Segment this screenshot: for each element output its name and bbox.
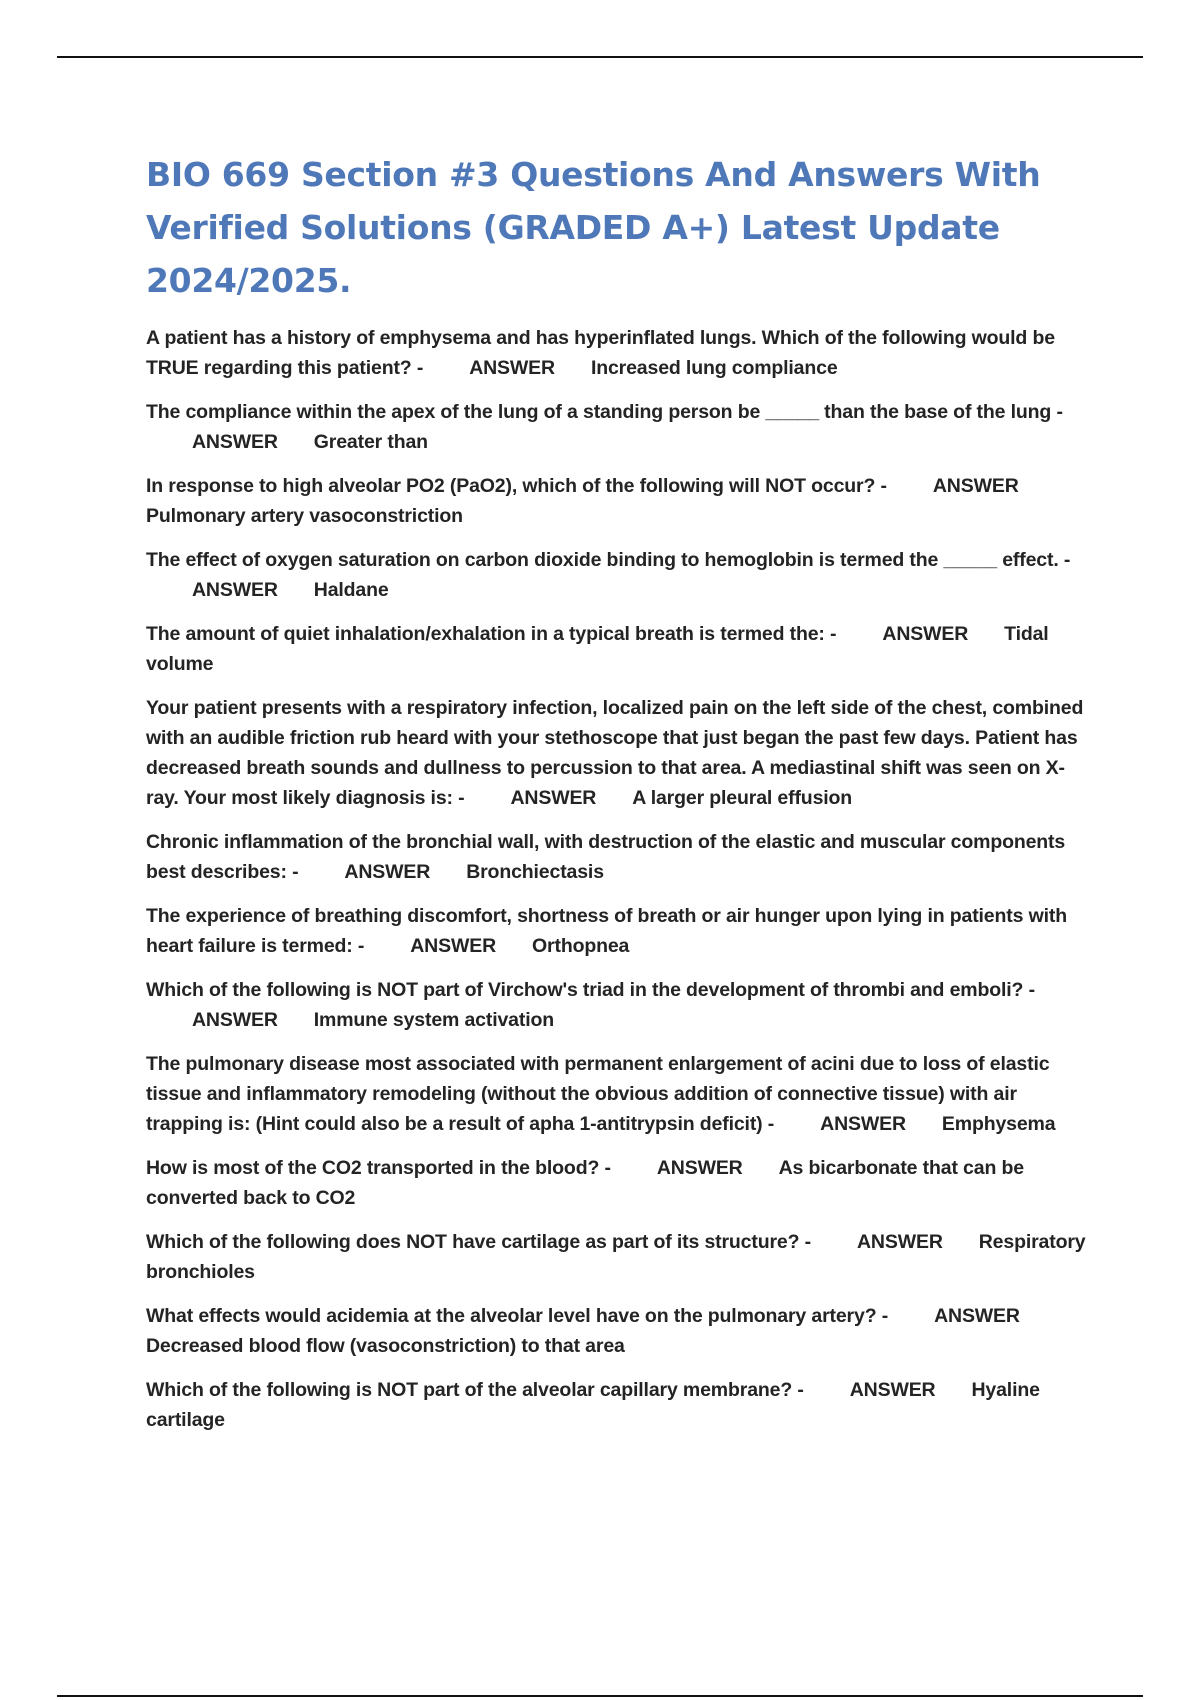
qa-item	[146, 1301, 1096, 1361]
question-text: The pulmonary disease most associated with permanent enlargement of acini due to loss of elastic tissue and inflammatory remodeling (without the obvious addition of connective tissue) with air trapping is: (Hint could also be a result of apha 1-antitrypsin deficit) -	[146, 1053, 1050, 1135]
answer-text: Orthopnea	[532, 935, 630, 957]
question-text: The experience of breathing discomfort, shortness of breath or air hunger upon lying in patients with heart failure is termed: -	[146, 905, 1067, 957]
answer-label: ANSWER	[344, 861, 431, 883]
answer-text: Tidal volume	[146, 623, 1049, 675]
qa-item	[146, 397, 1096, 457]
qa-item	[146, 1049, 1096, 1139]
answer-text: Hyaline cartilage	[146, 1379, 1040, 1431]
qa-list	[146, 323, 1096, 1435]
qa-item	[146, 693, 1096, 813]
question-text: Which of the following is NOT part of Virchow's triad in the development of thrombi and emboli? -	[146, 979, 1035, 1001]
answer-label: ANSWER	[656, 1157, 743, 1179]
question-text: Which of the following does NOT have cartilage as part of its structure? -	[146, 1231, 811, 1253]
answer-label: ANSWER	[410, 935, 497, 957]
qa-item	[146, 1227, 1096, 1287]
qa-item	[146, 975, 1096, 1035]
question-text: Chronic inflammation of the bronchial wall, with destruction of the elastic and muscular components best describes: -	[146, 831, 1066, 883]
answer-text: Haldane	[313, 579, 389, 601]
qa-item	[146, 323, 1096, 383]
answer-text: Bronchiectasis	[466, 861, 604, 883]
answer-label: ANSWER	[849, 1379, 936, 1401]
answer-label: ANSWER	[192, 579, 278, 601]
answer-label: ANSWER	[882, 623, 969, 645]
answer-text: As bicarbonate that can be converted back to CO2	[146, 1157, 1024, 1209]
answer-label: ANSWER	[469, 357, 555, 379]
document-body	[146, 148, 1096, 1449]
answer-label: ANSWER	[820, 1113, 906, 1135]
top-rule	[57, 56, 1143, 58]
answer-text: Respiratory bronchioles	[146, 1231, 1086, 1283]
question-text: In response to high alveolar PO2 (PaO2), which of the following will NOT occur? -	[146, 475, 887, 497]
answer-text: Greater than	[313, 431, 428, 453]
question-text: Your patient presents with a respiratory infection, localized pain on the left side of the chest, combined with an audible friction rub heard with your stethoscope that just began the past few days. Patient has decreased breath sounds and dullness to percussion to that area. A mediastinal shift was seen on X-ray. Your most likely diagnosis is: -	[146, 697, 1084, 809]
answer-label: ANSWER	[932, 475, 1019, 497]
question-text: How is most of the CO2 transported in the blood? -	[146, 1157, 611, 1179]
document-title: BIO 669 Section #3 Questions And Answers With Verified Solutions (GRADED A+) Latest Update 2024/2025.	[146, 155, 1041, 300]
qa-item	[146, 471, 1096, 531]
answer-text: Immune system activation	[313, 1009, 555, 1031]
answer-text: Emphysema	[941, 1113, 1056, 1135]
bottom-rule	[57, 1695, 1143, 1697]
answer-label: ANSWER	[510, 787, 597, 809]
answer-text: A larger pleural effusion	[632, 787, 853, 809]
question-text: A patient has a history of emphysema and has hyperinflated lungs. Which of the following would be TRUE regarding this patient? -	[146, 327, 1055, 379]
question-text: What effects would acidemia at the alveolar level have on the pulmonary artery? -	[146, 1305, 889, 1327]
qa-item	[146, 901, 1096, 961]
qa-item	[146, 545, 1096, 605]
answer-text: Decreased blood flow (vasoconstriction) to that area	[146, 1335, 625, 1357]
qa-item	[146, 1375, 1096, 1435]
answer-text: Pulmonary artery vasoconstriction	[146, 505, 463, 527]
qa-item	[146, 1153, 1096, 1213]
question-text: The compliance within the apex of the lung of a standing person be _____ than the base of the lung -	[146, 401, 1063, 423]
question-text: Which of the following is NOT part of the alveolar capillary membrane? -	[146, 1379, 804, 1401]
question-text: The amount of quiet inhalation/exhalation in a typical breath is termed the: -	[146, 623, 837, 645]
answer-label: ANSWER	[934, 1305, 1020, 1327]
question-text: The effect of oxygen saturation on carbon dioxide binding to hemoglobin is termed the _____ effect. -	[146, 549, 1071, 571]
qa-item	[146, 827, 1096, 887]
answer-label: ANSWER	[192, 431, 278, 453]
qa-item	[146, 619, 1096, 679]
answer-label: ANSWER	[856, 1231, 943, 1253]
answer-label: ANSWER	[192, 1009, 278, 1031]
answer-text: Increased lung compliance	[590, 357, 838, 379]
